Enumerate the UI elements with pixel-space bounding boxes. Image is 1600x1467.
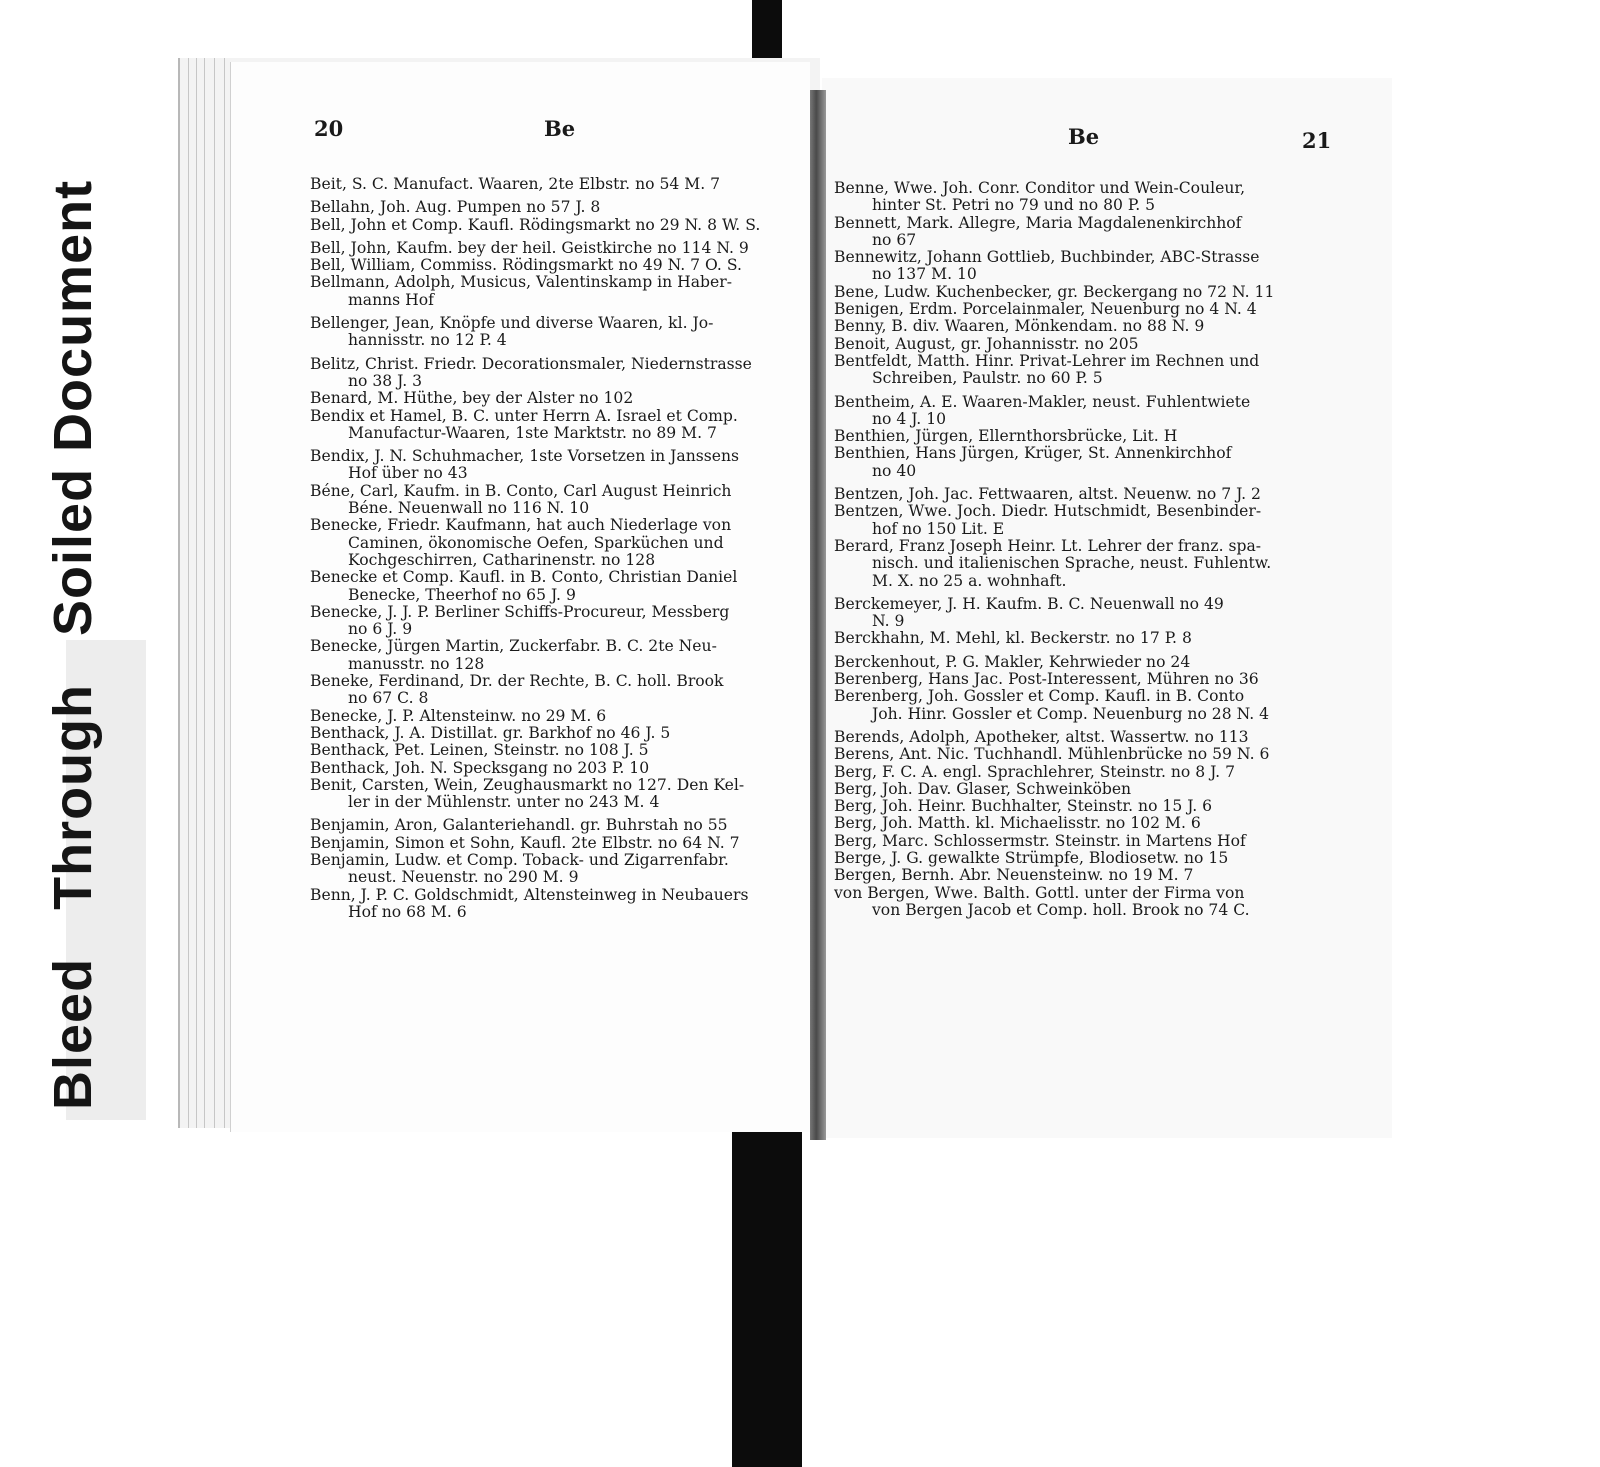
entry-continuation-line: hof no 150 Lit. E (872, 519, 1005, 538)
entry-line: Berens, Ant. Nic. Tuchhandl. Mühlenbrücke no 59 N. 6 (834, 745, 1270, 764)
entry-continuation-line: no 40 (872, 461, 917, 480)
entry-continuation-line: neust. Neuenstr. no 290 M. 9 (348, 868, 579, 887)
entry-line: Béne, Carl, Kaufm. in B. Conto, Carl August Heinrich (310, 481, 732, 500)
entry-line: Beneke, Ferdinand, Dr. der Rechte, B. C. holl. Brook (310, 672, 724, 691)
entry-line: Berg, F. C. A. engl. Sprachlehrer, Steinstr. no 8 J. 7 (834, 762, 1236, 781)
left-page-number: 20 (314, 116, 344, 141)
entry-continuation-line: no 4 J. 10 (872, 409, 947, 428)
film-marker-bottom (732, 1132, 802, 1467)
entry-line: Berenberg, Hans Jac. Post-Interessent, Mühren no 36 (834, 670, 1259, 689)
entry-continuation-line: Hof no 68 M. 6 (348, 902, 467, 921)
entry-line: Benjamin, Ludw. et Comp. Toback- und Zigarrenfabr. (310, 850, 729, 869)
entry-continuation-line: Joh. Hinr. Gossler et Comp. Neuenburg no 28 N. 4 (872, 704, 1270, 723)
entry-line: Belitz, Christ. Friedr. Decorationsmaler, Niedernstrasse (310, 354, 752, 373)
entry-line: Benthack, Pet. Leinen, Steinstr. no 108 J. 5 (310, 741, 649, 760)
entry-continuation-line: von Bergen Jacob et Comp. holl. Brook no 74 C. (872, 900, 1250, 919)
entry-line: Bendix et Hamel, B. C. unter Herrn A. Israel et Comp. (310, 406, 738, 425)
entry-line: Benthack, J. A. Distillat. gr. Barkhof no 46 J. 5 (310, 723, 671, 742)
entry-line: Berckenhout, P. G. Makler, Kehrwieder no 24 (834, 652, 1191, 671)
entry-line: Bell, John, Kaufm. bey der heil. Geistkirche no 114 N. 9 (310, 238, 749, 257)
entry-line: Bell, John et Comp. Kaufl. Rödingsmarkt no 29 N. 8 W. S. (310, 215, 761, 234)
entry-line: Benecke, Jürgen Martin, Zuckerfabr. B. C. 2te Neu- (310, 637, 717, 656)
book-gutter (810, 90, 826, 1140)
left-page-entries (310, 170, 805, 921)
entry-continuation-line: hannisstr. no 12 P. 4 (348, 331, 507, 350)
entry-line: Benecke, Friedr. Kaufmann, hat auch Niederlage von (310, 516, 732, 535)
entry-continuation-line: no 137 M. 10 (872, 265, 977, 284)
stamp-word: Bleed (43, 957, 103, 1110)
entry-line: Beit, S. C. Manufact. Waaren, 2te Elbstr. no 54 M. 7 (310, 175, 721, 193)
entry-line: Bennett, Mark. Allegre, Maria Magdalenenkirchhof (834, 213, 1242, 232)
entry-line: Benigen, Erdm. Porcelainmaler, Neuenburg no 4 N. 4 (834, 300, 1257, 319)
entry-continuation-line: Hof über no 43 (348, 464, 468, 483)
entry-line: Benthien, Hans Jürgen, Krüger, St. Annenkirchhof (834, 444, 1232, 463)
entry-continuation-line: no 38 J. 3 (348, 371, 423, 390)
entry-continuation-line: Schreiben, Paulstr. no 60 P. 5 (872, 369, 1103, 388)
entry-continuation-line: manns Hof (348, 290, 434, 309)
entry-line: Benthien, Jürgen, Ellernthorsbrücke, Lit. H (834, 427, 1178, 446)
film-marker-top (752, 0, 782, 62)
entry-line: Berard, Franz Joseph Heinr. Lt. Lehrer der franz. spa- (834, 536, 1262, 555)
entry-continuation-line: Benecke, Theerhof no 65 J. 9 (348, 585, 576, 604)
entry-continuation-line: nisch. und italienischen Sprache, neust. Fuhlentw. (872, 554, 1272, 573)
entry-line: Benny, B. div. Waaren, Mönkendam. no 88 N. 9 (834, 317, 1205, 336)
right-page-heading: Be (1068, 124, 1100, 149)
entry-continuation-line: ler in der Mühlenstr. unter no 243 M. 4 (348, 793, 660, 812)
entry-line: Benecke, J. J. P. Berliner Schiffs-Procureur, Messberg (310, 602, 730, 621)
entry-line: Benne, Wwe. Joh. Conr. Conditor und Wein-Couleur, (834, 179, 1246, 197)
entry-line: Berg, Marc. Schlossermstr. Steinstr. in Martens Hof (834, 831, 1246, 850)
entry-line: Bentfeldt, Matth. Hinr. Privat-Lehrer im Rechnen und (834, 351, 1260, 370)
entry-line: Benn, J. P. C. Goldschmidt, Altensteinweg in Neubauers (310, 885, 749, 904)
right-page-number: 21 (1302, 128, 1332, 153)
entry-line: Bell, William, Commiss. Rödingsmarkt no 49 N. 7 O. S. (310, 256, 742, 275)
entry-continuation-line: no 67 (872, 230, 917, 249)
entry-line: Bentzen, Wwe. Joch. Diedr. Hutschmidt, Besenbinder- (834, 502, 1262, 521)
entry-line: Benjamin, Aron, Galanteriehandl. gr. Buhrstah no 55 (310, 816, 728, 835)
entry-continuation-line: Manufactur-Waaren, 1ste Marktstr. no 89 M. 7 (348, 423, 717, 442)
entry-line: Berg, Joh. Heinr. Buchhalter, Steinstr. no 15 J. 6 (834, 797, 1213, 816)
entry-continuation-line: manusstr. no 128 (348, 654, 485, 673)
entry-continuation-line: M. X. no 25 a. wohnhaft. (872, 571, 1067, 590)
stamp-word: Through (43, 683, 103, 910)
entry-line: Bentzen, Joh. Jac. Fettwaaren, altst. Neuenw. no 7 J. 2 (834, 485, 1261, 504)
entry-line: Benit, Carsten, Wein, Zeughausmarkt no 127. Den Kel- (310, 775, 745, 794)
entry-line: Berenberg, Joh. Gossler et Comp. Kaufl. in B. Conto (834, 687, 1245, 706)
entry-line: Berg, Joh. Matth. kl. Michaelisstr. no 102 M. 6 (834, 814, 1201, 833)
entry-line: von Bergen, Wwe. Balth. Gottl. unter der Firma von (834, 883, 1245, 902)
stamp-word: Soiled Document (43, 179, 103, 636)
entry-line: Benoit, August, gr. Johannisstr. no 205 (834, 334, 1139, 353)
entry-line: Bennewitz, Johann Gottlieb, Buchbinder, ABC-Strasse (834, 248, 1260, 267)
entry-continuation-line: hinter St. Petri no 79 und no 80 P. 5 (872, 196, 1156, 215)
entry-line: Berends, Adolph, Apotheker, altst. Wassertw. no 113 (834, 727, 1249, 746)
entry-continuation-line: no 6 J. 9 (348, 620, 413, 639)
entry-continuation-line: N. 9 (872, 612, 905, 631)
entry-continuation-line: no 67 C. 8 (348, 689, 429, 708)
bleed-through-stamp (42, 180, 104, 1110)
entry-line: Bentheim, A. E. Waaren-Makler, neust. Fuhlentwiete (834, 392, 1251, 411)
entry-continuation-line: Caminen, ökonomische Oefen, Sparküchen und (348, 533, 724, 552)
entry-line: Berge, J. G. gewalkte Strümpfe, Blodiosetw. no 15 (834, 848, 1229, 867)
left-page-heading: Be (544, 116, 576, 141)
entry-line: Benard, M. Hüthe, bey der Alster no 102 (310, 389, 634, 408)
entry-continuation-line: Kochgeschirren, Catharinenstr. no 128 (348, 550, 656, 569)
entry-line: Bergen, Bernh. Abr. Neuensteinw. no 19 M. 7 (834, 866, 1194, 885)
entry-line: Benecke et Comp. Kaufl. in B. Conto, Christian Daniel (310, 568, 738, 587)
entry-line: Bellenger, Jean, Knöpfe und diverse Waaren, kl. Jo- (310, 314, 714, 333)
entry-line: Berg, Joh. Dav. Glaser, Schweinköben (834, 779, 1132, 798)
entry-line: Bendix, J. N. Schuhmacher, 1ste Vorsetzen in Janssens (310, 447, 740, 466)
entry-line: Bellahn, Joh. Aug. Pumpen no 57 J. 8 (310, 198, 601, 217)
entry-line: Benjamin, Simon et Sohn, Kaufl. 2te Elbstr. no 64 N. 7 (310, 833, 740, 852)
right-page-entries (834, 180, 1334, 919)
entry-line: Berckemeyer, J. H. Kaufm. B. C. Neuenwall no 49 (834, 594, 1224, 613)
entry-line: Benecke, J. P. Altensteinw. no 29 M. 6 (310, 706, 607, 725)
entry-line: Bellmann, Adolph, Musicus, Valentinskamp in Haber- (310, 273, 732, 292)
entry-line: Benthack, Joh. N. Specksgang no 203 P. 10 (310, 758, 650, 777)
entry-line: Bene, Ludw. Kuchenbecker, gr. Beckergang no 72 N. 11 (834, 282, 1275, 301)
entry-continuation-line: Béne. Neuenwall no 116 N. 10 (348, 499, 590, 518)
entry-line: Berckhahn, M. Mehl, kl. Beckerstr. no 17 P. 8 (834, 629, 1192, 648)
